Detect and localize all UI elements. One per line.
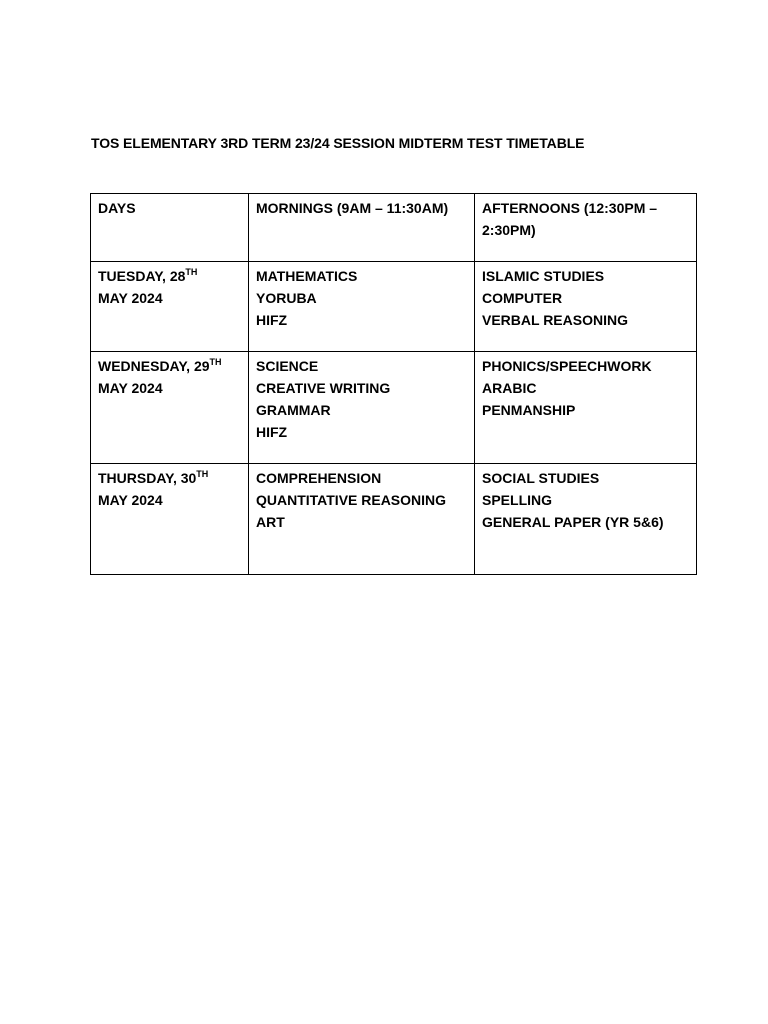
subject: PHONICS/SPEECHWORK	[482, 358, 652, 374]
day-ordinal: TH	[196, 469, 209, 479]
subject: COMPREHENSION	[256, 470, 382, 486]
afternoon-cell	[475, 464, 697, 575]
document-title: TOS ELEMENTARY 3RD TERM 23/24 SESSION MIDTERM TEST TIMETABLE	[91, 135, 585, 151]
subject: SOCIAL STUDIES	[482, 470, 600, 486]
day-label: WEDNESDAY, 29	[98, 358, 210, 374]
subject: CREATIVE WRITING	[256, 380, 391, 396]
morning-cell	[249, 352, 475, 464]
morning-cell	[249, 262, 475, 352]
timetable	[90, 193, 697, 575]
day-cell	[91, 262, 249, 352]
subject: VERBAL REASONING	[482, 312, 628, 328]
table-row	[91, 464, 697, 575]
subject: ARABIC	[482, 380, 537, 396]
table-row	[91, 352, 697, 464]
subject: SPELLING	[482, 492, 553, 508]
subject: SCIENCE	[256, 358, 319, 374]
subject: YORUBA	[256, 290, 317, 306]
subject: QUANTITATIVE REASONING	[256, 492, 447, 508]
day-label: THURSDAY, 30	[98, 470, 197, 486]
day-cell	[91, 352, 249, 464]
day-month: MAY 2024	[98, 380, 163, 396]
table-header-row	[91, 194, 697, 262]
morning-cell	[249, 464, 475, 575]
header-mornings: MORNINGS (9AM – 11:30AM)	[249, 194, 475, 262]
subject: GRAMMAR	[256, 402, 331, 418]
day-cell	[91, 464, 249, 575]
table-row	[91, 262, 697, 352]
day-month: MAY 2024	[98, 290, 163, 306]
subject: ART	[256, 514, 285, 530]
day-ordinal: TH	[185, 267, 198, 277]
subject: HIFZ	[256, 424, 288, 440]
subject: PENMANSHIP	[482, 402, 576, 418]
subject: MATHEMATICS	[256, 268, 358, 284]
header-days: DAYS	[91, 194, 249, 262]
subject: ISLAMIC STUDIES	[482, 268, 605, 284]
afternoon-cell	[475, 352, 697, 464]
header-afternoons: AFTERNOONS (12:30PM – 2:30PM)	[475, 194, 697, 262]
day-ordinal: TH	[209, 357, 222, 367]
subject: COMPUTER	[482, 290, 563, 306]
afternoon-cell	[475, 262, 697, 352]
subject: HIFZ	[256, 312, 288, 328]
day-month: MAY 2024	[98, 492, 163, 508]
subject: GENERAL PAPER (YR 5&6)	[482, 514, 664, 530]
day-label: TUESDAY, 28	[98, 268, 186, 284]
